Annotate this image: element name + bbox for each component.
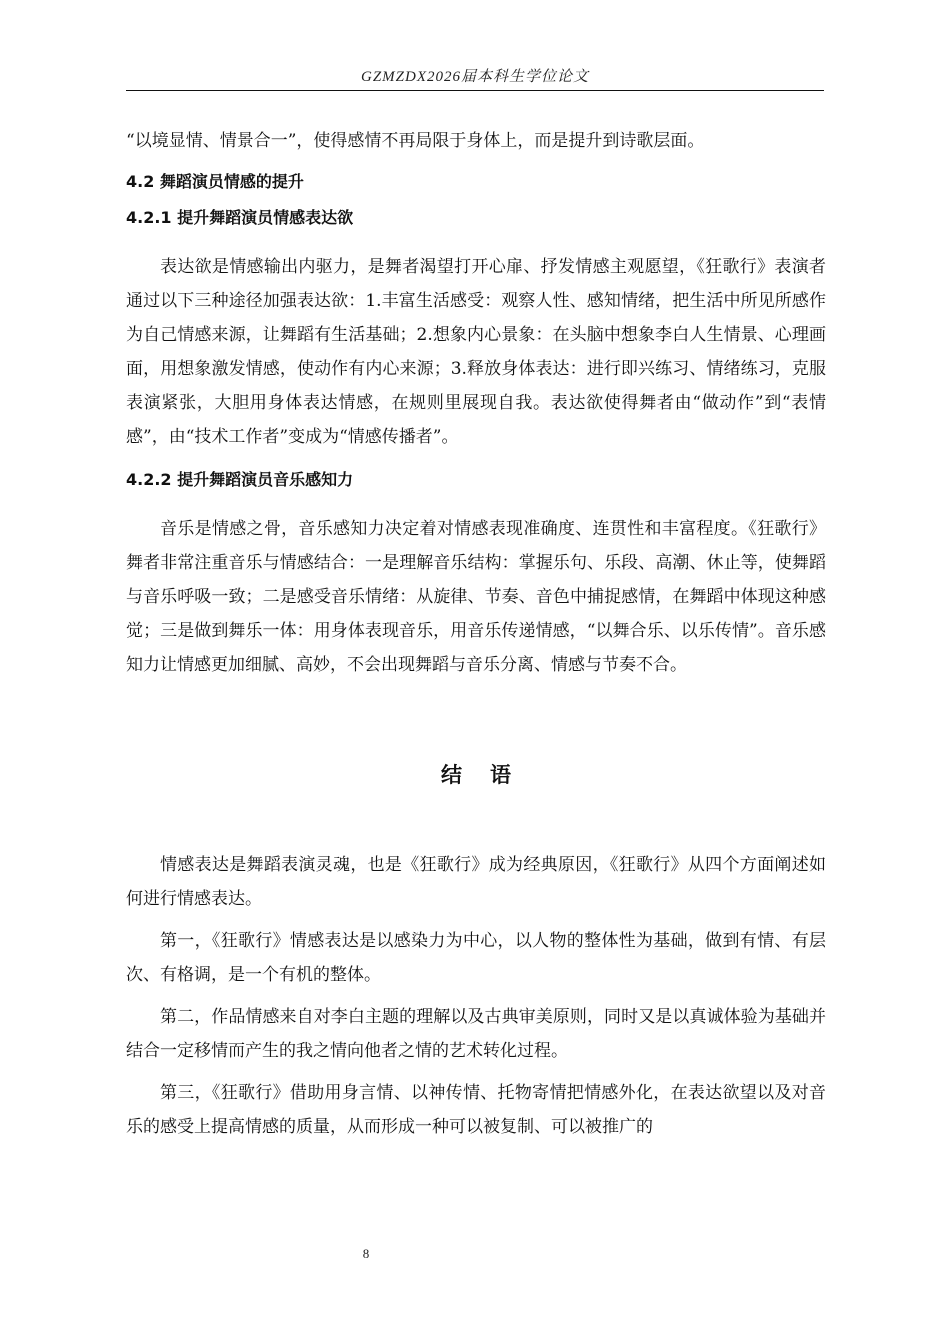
paragraph-expression-desire: 表达欲是情感输出内驱力，是舞者渴望打开心扉、抒发情感主观愿望，《狂歌行》表演者通过以下三种途径加强表达欲：1.丰富生活感受：观察人性、感知情绪，把生活中所见所感作为自己情感来源，让舞蹈有生活基础；2.想象内心景象：在头脑中想象李白人生情景、心理画面，用想象激发情感，使动作有内心来源；3.释放身体表达：进行即兴练习、情绪练习，克服表演紧张，大胆用身体表达情感，在规则里展现自我。表达欲使得舞者由“做动作”到“表情感”，由“技术工作者”变成为“情感传播者”。 [126,257,826,447]
header-rule [126,90,824,91]
conclusion-title: 结语 [441,763,539,787]
section-heading-4-2-2: 4.2.2 提升舞蹈演员音乐感知力 [126,470,354,489]
section-heading-4-2-1: 4.2.1 提升舞蹈演员情感表达欲 [126,208,354,227]
continuation-text: “以境显情、情景合一”，使得感情不再局限于身体上，而是提升到诗歌层面。 [126,131,705,151]
conclusion-paragraph-first: 第一，《狂歌行》情感表达是以感染力为中心，以人物的整体性为基础，做到有情、有层次、有格调，是一个有机的整体。 [126,931,826,985]
section-heading-4-2: 4.2 舞蹈演员情感的提升 [126,172,304,191]
running-header: GZMZDX2026届本科生学位论文 [360,69,589,85]
conclusion-paragraph-second: 第二，作品情感来自对李白主题的理解以及古典审美原则，同时又是以真诚体验为基础并结合一定移情而产生的我之情向他者之情的艺术转化过程。 [126,1007,826,1061]
page-number: 8 [362,1246,370,1261]
conclusion-paragraph-third: 第三，《狂歌行》借助用身言情、以神传情、托物寄情把情感外化，在表达欲望以及对音乐的感受上提高情感的质量，从而形成一种可以被复制、可以被推广的 [126,1083,826,1137]
paragraph-music-perception: 音乐是情感之骨，音乐感知力决定着对情感表现准确度、连贯性和丰富程度。《狂歌行》舞者非常注重音乐与情感结合：一是理解音乐结构：掌握乐句、乐段、高潮、休止等，使舞蹈与音乐呼吸一致；二是感受音乐情绪：从旋律、节奏、音色中捕捉感情，在舞蹈中体现这种感觉；三是做到舞乐一体：用身体表现音乐，用音乐传递情感，“以舞合乐、以乐传情”。音乐感知力让情感更加细腻、高妙，不会出现舞蹈与音乐分离、情感与节奏不合。 [126,519,826,675]
conclusion-paragraph-intro: 情感表达是舞蹈表演灵魂，也是《狂歌行》成为经典原因，《狂歌行》从四个方面阐述如何进行情感表达。 [126,855,826,909]
page-body [126,124,826,1144]
